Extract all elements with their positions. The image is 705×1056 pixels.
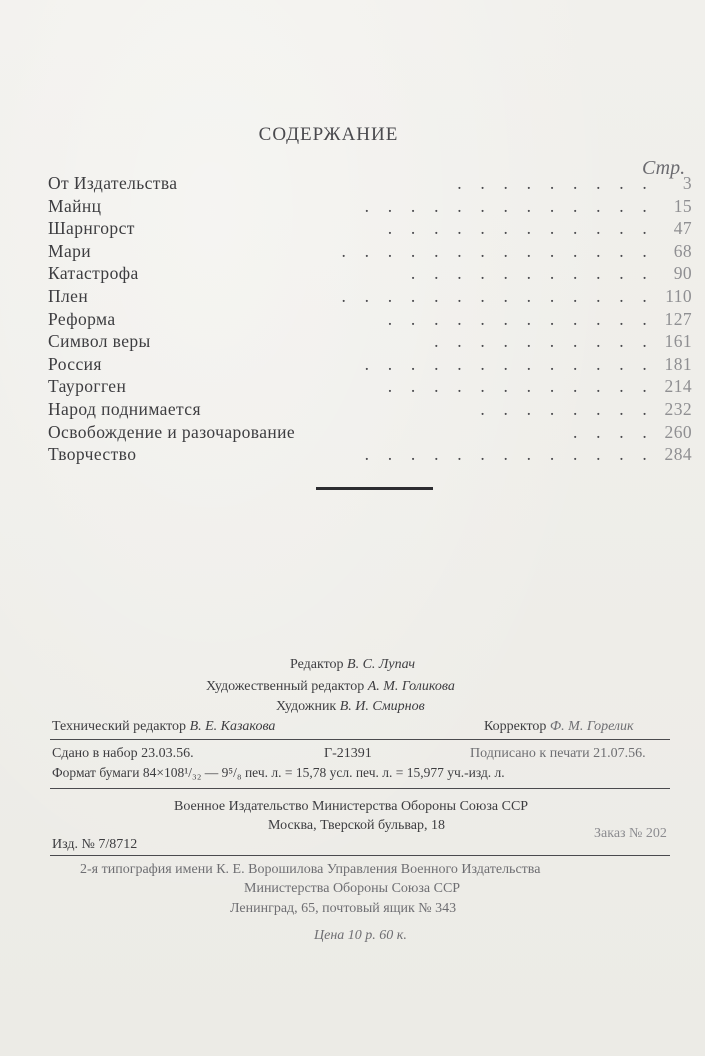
toc-entry bbox=[48, 217, 698, 240]
art-editor-name: А. М. Голикова bbox=[367, 679, 455, 694]
toc-entry-title: Плен bbox=[48, 285, 89, 306]
toc-entry-title: Майнц bbox=[48, 195, 102, 216]
art-editor-line bbox=[206, 679, 455, 695]
imprint-rule bbox=[50, 855, 670, 856]
toc-entry-leader: . . . . . . . . . . . . bbox=[387, 218, 654, 239]
toc-entry-page: 3 bbox=[682, 173, 692, 193]
toc-entry-title: От Издательства bbox=[48, 173, 178, 193]
toc-entry-title: Таурогген bbox=[48, 376, 127, 397]
toc-entry-page: 214 bbox=[664, 376, 692, 397]
editor-label: Редактор bbox=[290, 657, 344, 672]
tech-editor-label: Технический редактор bbox=[52, 719, 187, 734]
toc-entry-page: 161 bbox=[664, 331, 692, 352]
toc-entry bbox=[48, 262, 698, 285]
publisher-line-1: Военное Издательство Министерства Обороны Союза ССР bbox=[174, 799, 529, 814]
tech-editor-name: В. Е. Казакова bbox=[189, 719, 276, 734]
toc-entry bbox=[48, 285, 698, 308]
section-divider bbox=[316, 487, 433, 490]
toc-entry-leader: . . . . . . . . . . . . . bbox=[364, 353, 654, 374]
artist-line bbox=[276, 699, 425, 715]
toc-entry-page: 15 bbox=[673, 195, 692, 216]
toc-entry-title: Освобождение и разочарование bbox=[48, 421, 296, 442]
toc-entry-title: Символ веры bbox=[48, 331, 151, 352]
toc-entry bbox=[48, 353, 698, 376]
toc-entry bbox=[48, 421, 698, 444]
toc-entry-leader: . . . . . . . . . bbox=[457, 173, 654, 193]
imprint-rule bbox=[50, 739, 670, 740]
edition-number: Изд. № 7/8712 bbox=[52, 837, 138, 852]
printer-line-1: 2-я типография имени К. Е. Ворошилова Управления Военного Издательства bbox=[80, 862, 541, 877]
toc-entry-leader: . . . . . . . . . . . bbox=[410, 263, 654, 284]
corrector-line bbox=[484, 719, 634, 735]
toc-entry bbox=[48, 330, 698, 353]
toc-entry-title: Мари bbox=[48, 240, 92, 261]
price bbox=[314, 928, 407, 944]
corrector-name: Ф. М. Горелик bbox=[549, 719, 634, 734]
editor-line bbox=[290, 657, 415, 673]
toc-entry-leader: . . . . . . . . . . . . . . bbox=[341, 240, 654, 261]
format-line: Формат бумаги 84×108¹/₃₂ — 9⁵/₈ печ. л. = 15,78 усл. печ. л. = 15,977 уч.-изд. л. bbox=[52, 765, 505, 780]
toc-entry-leader: . . . . . . . . . . bbox=[434, 331, 654, 352]
artist-label: Художник bbox=[276, 699, 337, 714]
toc-entry-page: 68 bbox=[673, 240, 692, 261]
toc-title: СОДЕРЖАНИЕ bbox=[258, 124, 399, 145]
toc-entry-title: Реформа bbox=[48, 308, 116, 329]
printer-line-3: Ленинград, 65, почтовый ящик № 343 bbox=[230, 901, 457, 916]
toc-entry bbox=[48, 375, 698, 398]
toc-entry bbox=[48, 308, 698, 331]
toc-list bbox=[48, 172, 698, 466]
page-column-label: Стр. bbox=[642, 157, 686, 179]
toc-entry-title: Шарнгорст bbox=[48, 218, 135, 239]
printer-line-2: Министерства Обороны Союза ССР bbox=[244, 881, 461, 896]
toc-entry-leader: . . . . . . . . bbox=[480, 398, 654, 419]
editor-name: В. С. Лупач bbox=[347, 657, 416, 672]
toc-entry bbox=[48, 443, 698, 466]
order-number: Заказ № 202 bbox=[594, 826, 667, 841]
toc-entry-title: Народ поднимается bbox=[48, 398, 201, 419]
artist-name: В. И. Смирнов bbox=[339, 699, 425, 714]
toc-entry-leader: . . . . . . . . . . . . bbox=[387, 308, 654, 329]
toc-entry-leader: . . . . . . . . . . . . bbox=[387, 376, 654, 397]
signed-to-print: Подписано к печати 21.07.56. bbox=[470, 746, 646, 761]
toc-entry-page: 127 bbox=[664, 308, 692, 329]
price-text: Цена 10 р. 60 к. bbox=[314, 928, 407, 943]
toc-entry-page: 232 bbox=[664, 398, 692, 419]
toc-entry bbox=[48, 398, 698, 421]
toc-entry-leader: . . . . . . . . . . . . . bbox=[364, 195, 654, 216]
toc-entry-page: 260 bbox=[664, 421, 692, 442]
tech-editor-line bbox=[52, 719, 275, 735]
toc-entry-leader: . . . . . . . . . . . . . bbox=[364, 444, 654, 465]
toc-entry-title: Творчество bbox=[48, 444, 137, 465]
publisher-line-2: Москва, Тверской бульвар, 18 bbox=[268, 818, 445, 833]
toc-entry-page: 90 bbox=[673, 263, 692, 284]
toc-entry-title: Катастрофа bbox=[48, 263, 139, 284]
sent-to-typeset: Сдано в набор 23.03.56. bbox=[52, 746, 194, 761]
toc-entry-page: 181 bbox=[664, 353, 692, 374]
toc-entry bbox=[48, 240, 698, 263]
code: Г-21391 bbox=[324, 746, 372, 761]
imprint-rule bbox=[50, 788, 670, 789]
toc-entry bbox=[48, 195, 698, 218]
toc-entry-leader: . . . . bbox=[572, 421, 654, 442]
toc-entry-title: Россия bbox=[48, 353, 102, 374]
toc-entry-page: 110 bbox=[665, 285, 692, 306]
art-editor-label: Художественный редактор bbox=[206, 679, 365, 694]
toc-entry bbox=[48, 172, 698, 195]
toc-entry-page: 47 bbox=[673, 218, 692, 239]
toc-entry-leader: . . . . . . . . . . . . . . bbox=[341, 285, 654, 306]
toc-entry-page: 284 bbox=[664, 444, 692, 465]
corrector-label: Корректор bbox=[484, 719, 547, 734]
